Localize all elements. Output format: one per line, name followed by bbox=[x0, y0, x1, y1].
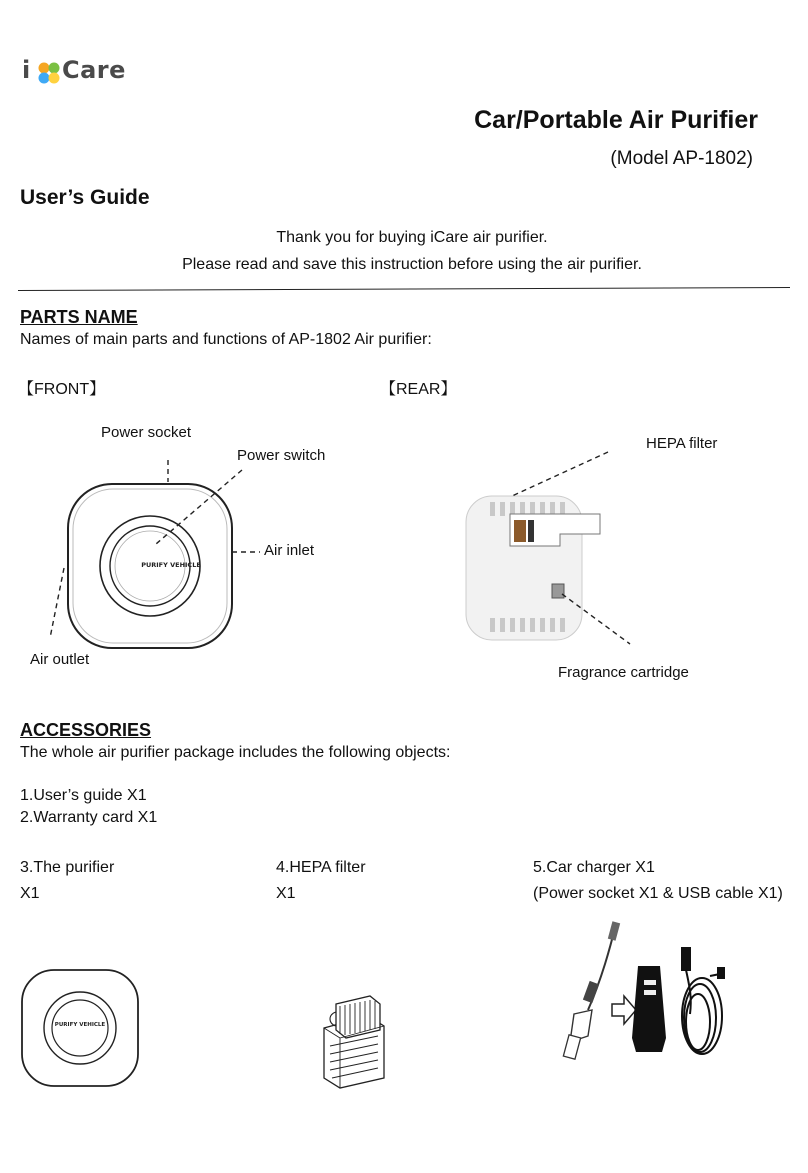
divider-rule bbox=[18, 287, 790, 291]
accessory-car-charger-illustration bbox=[540, 918, 730, 1066]
callout-fragrance: Fragrance cartridge bbox=[558, 664, 689, 681]
accessory-item-5-name: 5.Car charger X1 bbox=[533, 859, 655, 876]
accessory-item-4-qty: X1 bbox=[276, 885, 296, 902]
document-title: Car/Portable Air Purifier bbox=[474, 106, 758, 134]
logo-wordmark: Care bbox=[62, 56, 126, 84]
accessory-item-1: 1.User’s guide X1 bbox=[20, 787, 147, 804]
arrow-icon bbox=[612, 996, 636, 1024]
callout-power-switch: Power switch bbox=[237, 447, 326, 464]
intro-line-1: Thank you for buying iCare air purifier. bbox=[276, 229, 548, 246]
guide-heading: User’s Guide bbox=[20, 186, 150, 209]
accessory-item-4-name: 4.HEPA filter bbox=[276, 859, 366, 876]
logo-clover-icon bbox=[36, 60, 62, 86]
accessories-description: The whole air purifier package includes the following objects: bbox=[20, 744, 451, 761]
callout-power-socket: Power socket bbox=[101, 424, 192, 441]
power-socket-cable bbox=[563, 921, 620, 1059]
front-device-text: PURIFY VEHICLE bbox=[141, 561, 201, 569]
accessory-item-3-qty: X1 bbox=[20, 885, 40, 902]
intro-line-2: Please read and save this instruction before using the air purifier. bbox=[182, 256, 642, 273]
model-number: (Model AP-1802) bbox=[610, 148, 753, 169]
accessory-purifier-illustration bbox=[18, 966, 142, 1090]
callout-air-inlet: Air inlet bbox=[264, 542, 315, 559]
accessory-item-2: 2.Warranty card X1 bbox=[20, 809, 158, 826]
parts-description: Names of main parts and functions of AP-1802 Air purifier: bbox=[20, 331, 432, 348]
purifier-rear-illustration bbox=[466, 496, 600, 640]
accessory-purifier-text: PURIFY VEHICLE bbox=[54, 1022, 106, 1028]
callout-hepa-filter: HEPA filter bbox=[646, 435, 718, 452]
usb-charger bbox=[632, 966, 666, 1052]
front-label: 【FRONT】 bbox=[18, 381, 106, 398]
brand-logo bbox=[22, 54, 132, 88]
callout-air-outlet: Air outlet bbox=[30, 651, 90, 668]
accessory-item-3-name: 3.The purifier bbox=[20, 859, 115, 876]
parts-heading: PARTS NAME bbox=[20, 307, 138, 327]
usb-cable bbox=[682, 948, 724, 1054]
logo-i-letter: i bbox=[22, 56, 31, 84]
accessory-hepa-filter-illustration bbox=[318, 990, 390, 1090]
accessories-heading: ACCESSORIES bbox=[20, 720, 152, 740]
accessory-item-5-detail: (Power socket X1 & USB cable X1) bbox=[533, 885, 783, 902]
rear-label: 【REAR】 bbox=[380, 381, 457, 398]
rear-diagram bbox=[440, 430, 730, 660]
